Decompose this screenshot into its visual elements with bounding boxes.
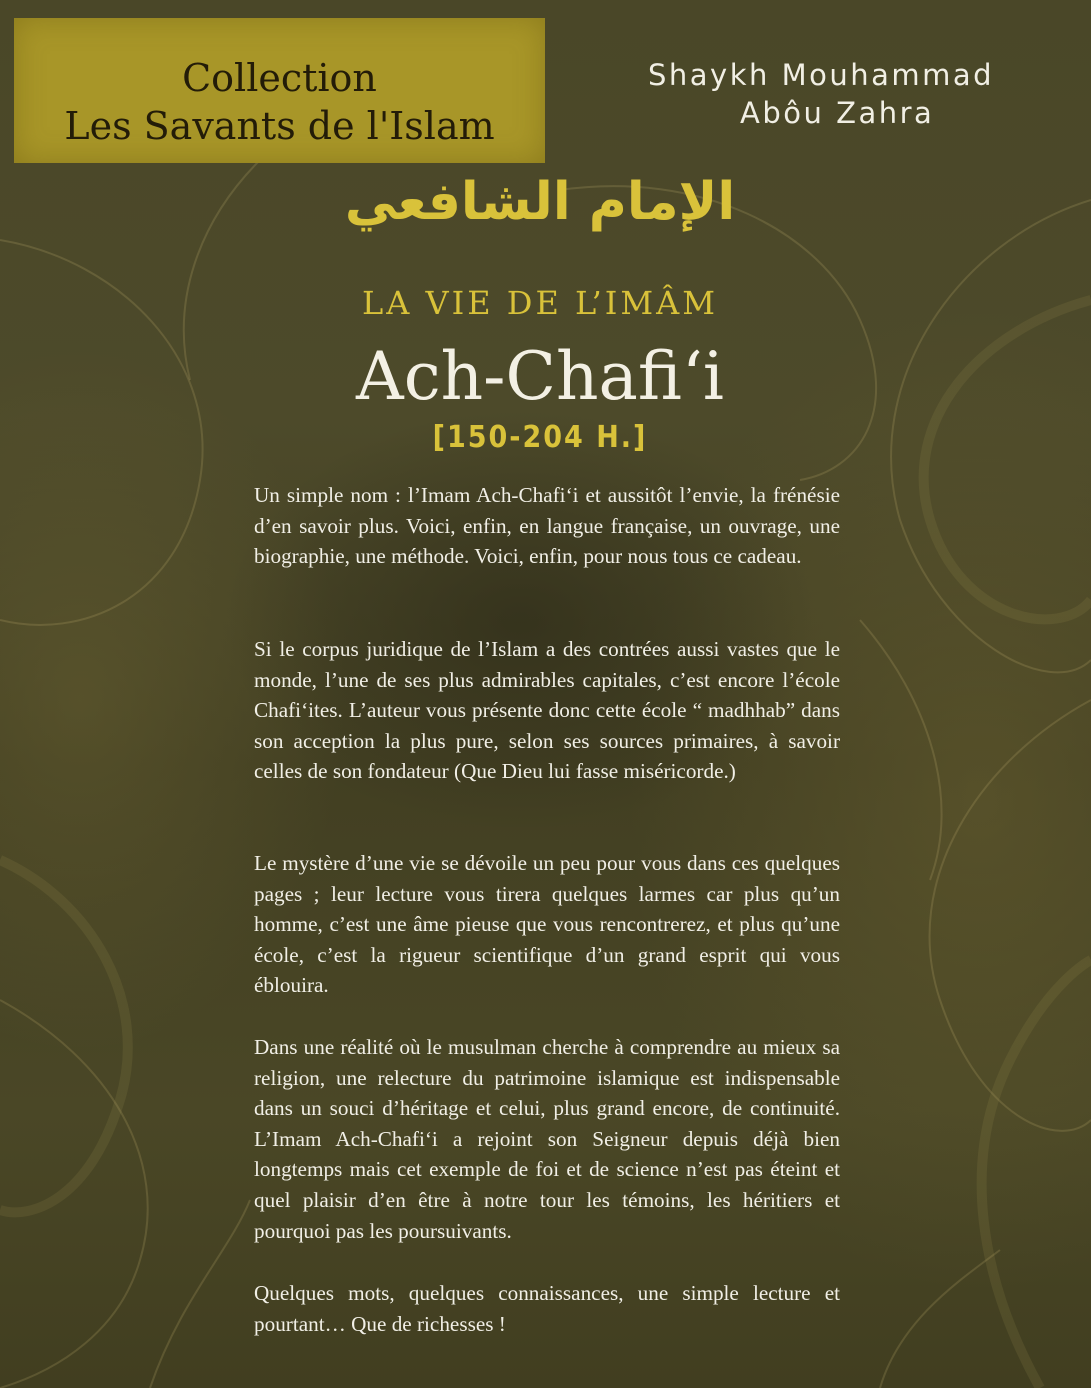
author-name-line1: Shaykh Mouhammad [648,58,995,92]
collection-label: Collection [182,56,377,100]
collection-series-name: Les Savants de l'Islam [64,104,495,148]
collection-banner [14,18,545,163]
blurb-paragraph-5: Quelques mots, quelques connaissances, une simple lecture et pourtant… Que de richesses ! [254,1281,840,1336]
blurb-paragraph-3: Le mystère d’une vie se dévoile un peu pour vous dans ces quelques pages ; leur lecture vous tirera quelques larmes car plus qu’un homme, c’est une âme pieuse que vous rencontrerez, et plus qu’une école, c’est la rigueur scientifique d’un grand esprit qui vous éblouira. [254,851,840,998]
book-subtitle: LA VIE DE L’IMÂM [361,284,719,322]
blurb-paragraph-1: Un simple nom : l’Imam Ach-Chafi‘i et aussitôt l’envie, la frénésie d’en savoir plus. Voici, enfin, en langue française, un ouvrage, une biographie, une méthode. Voici, enfin, pour nous tous ce cadeau. [254,483,840,569]
blurb-paragraph-4: Dans une réalité où le musulman cherche à comprendre au mieux sa religion, une relecture du patrimoine islamique est indispensable dans un souci d’héritage et celui, plus grand encore, de continuité. L’Imam Ach-Chafi‘i a rejoint son Seigneur depuis déjà bien longtemps mais cet exemple de foi et de science n’est pas éteint et quel plaisir d’en être à notre tour les témoins, les héritiers et pourquoi pas les poursuivants. [254,1035,840,1243]
author-name-line2: Abôu Zahra [740,96,935,130]
lifespan-dates: [150-204 H.] [432,420,648,455]
blurb-paragraph-2: Si le corpus juridique de l’Islam a des contrées aussi vastes que le monde, l’une de ses plus admirables capitales, c’est encore l’école Chafi‘ites. L’auteur vous présente donc cette école “ madhhab” dans son acception la plus pure, selon ses sources primaires, à savoir celles de son fondateur (Que Dieu lui fasse miséricorde.) [254,637,840,784]
book-title: Ach-Chafi‘i [356,338,724,415]
arabic-title: الإمام الشافعي [344,172,736,232]
